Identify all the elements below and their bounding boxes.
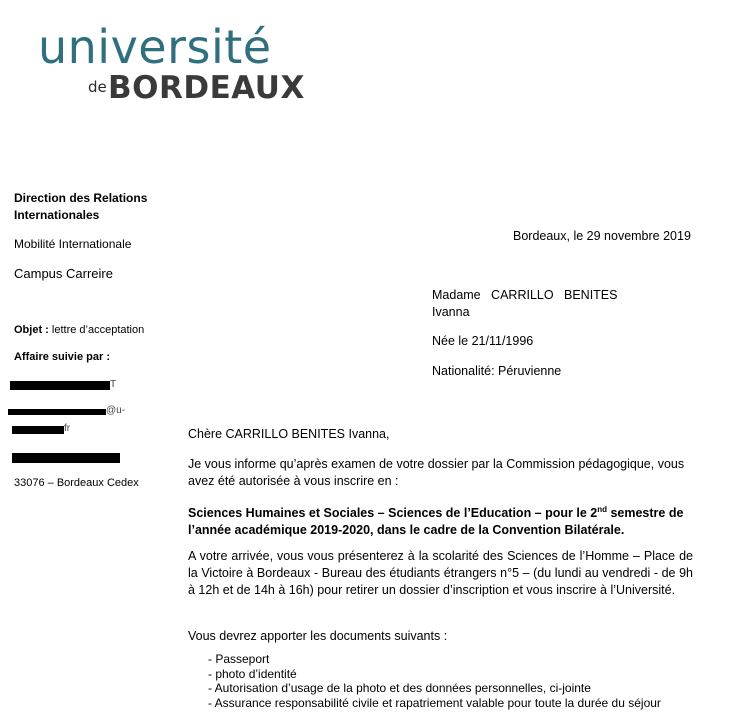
recipient-birth: Née le 21/11/1996 [432,334,534,348]
list-item: - photo d’identité [208,666,297,681]
redaction-bar [8,409,106,415]
list-item: - Passeport [208,652,270,666]
recipient-nationality: Nationalité: Péruvienne [432,364,562,378]
unit-label: Mobilité Internationale [14,237,132,251]
program-paragraph [188,501,693,539]
department-line-1: Direction des Relations [14,191,148,205]
postal-address: 33076 – Bordeaux Cedex [14,477,139,489]
redacted-domain-fragment: fr [64,423,71,434]
program-part-2: semestre de l’année académique 2019-2020, dans le cadre de la Convention Bilatérale. [188,506,684,538]
recipient-name: Madame CARRILLO BENITES [432,288,618,302]
intro-paragraph: Je vous informe qu’après examen de votre dossier par la Commission pédagogique, vous avez été autorisée à vous inscrire en : [188,457,685,488]
redaction-bar [12,426,64,434]
logo-de: de [88,78,107,96]
recipient-first-name: Ivanna [432,305,470,319]
arrival-paragraph: A votre arrivée, vous vous présenterez à la scolarité des Sciences de l’Homme – Place de la Victoire à Bordeaux - Bureau des étudiants étrangers n°5 – (du lundi au vendredi - de 9h à 12h et de 14h à 16h) pour retirer un dossier d’inscription et vous inscrire à l’Université. [188,549,693,597]
program-part-1: Sciences Humaines et Sociales – Sciences de l’Education – pour le 2 [188,506,598,521]
department-line-2: Internationales [14,208,100,222]
list-item: - Assurance responsabilité civile et rapatriement valable pour toute la durée du séjour [208,695,661,710]
salutation: Chère CARRILLO BENITES Ivanna, [188,427,390,441]
handled-by-label: Affaire suivie par : [14,351,110,363]
logo-universite: université [38,20,272,74]
redacted-tail: T [110,379,117,390]
logo-bordeaux: BORDEAUX [108,70,305,106]
object-value: lettre d’acceptation [51,324,145,336]
campus-label: Campus Carreire [14,266,113,281]
department-block [14,190,147,224]
program-superscript: nd [597,505,607,514]
documents-list [208,652,708,710]
documents-intro: Vous devrez apporter les documents suivants : [188,629,448,643]
list-item: - Autorisation d’usage de la photo et des données personnelles, ci-jointe [208,681,591,695]
redaction-bar [12,453,120,463]
redaction-bar [10,381,110,390]
object-line [14,324,144,336]
object-label: Objet : [14,324,49,336]
redacted-email-fragment: @u- [106,405,126,416]
date-line: Bordeaux, le 29 novembre 2019 [513,229,691,243]
